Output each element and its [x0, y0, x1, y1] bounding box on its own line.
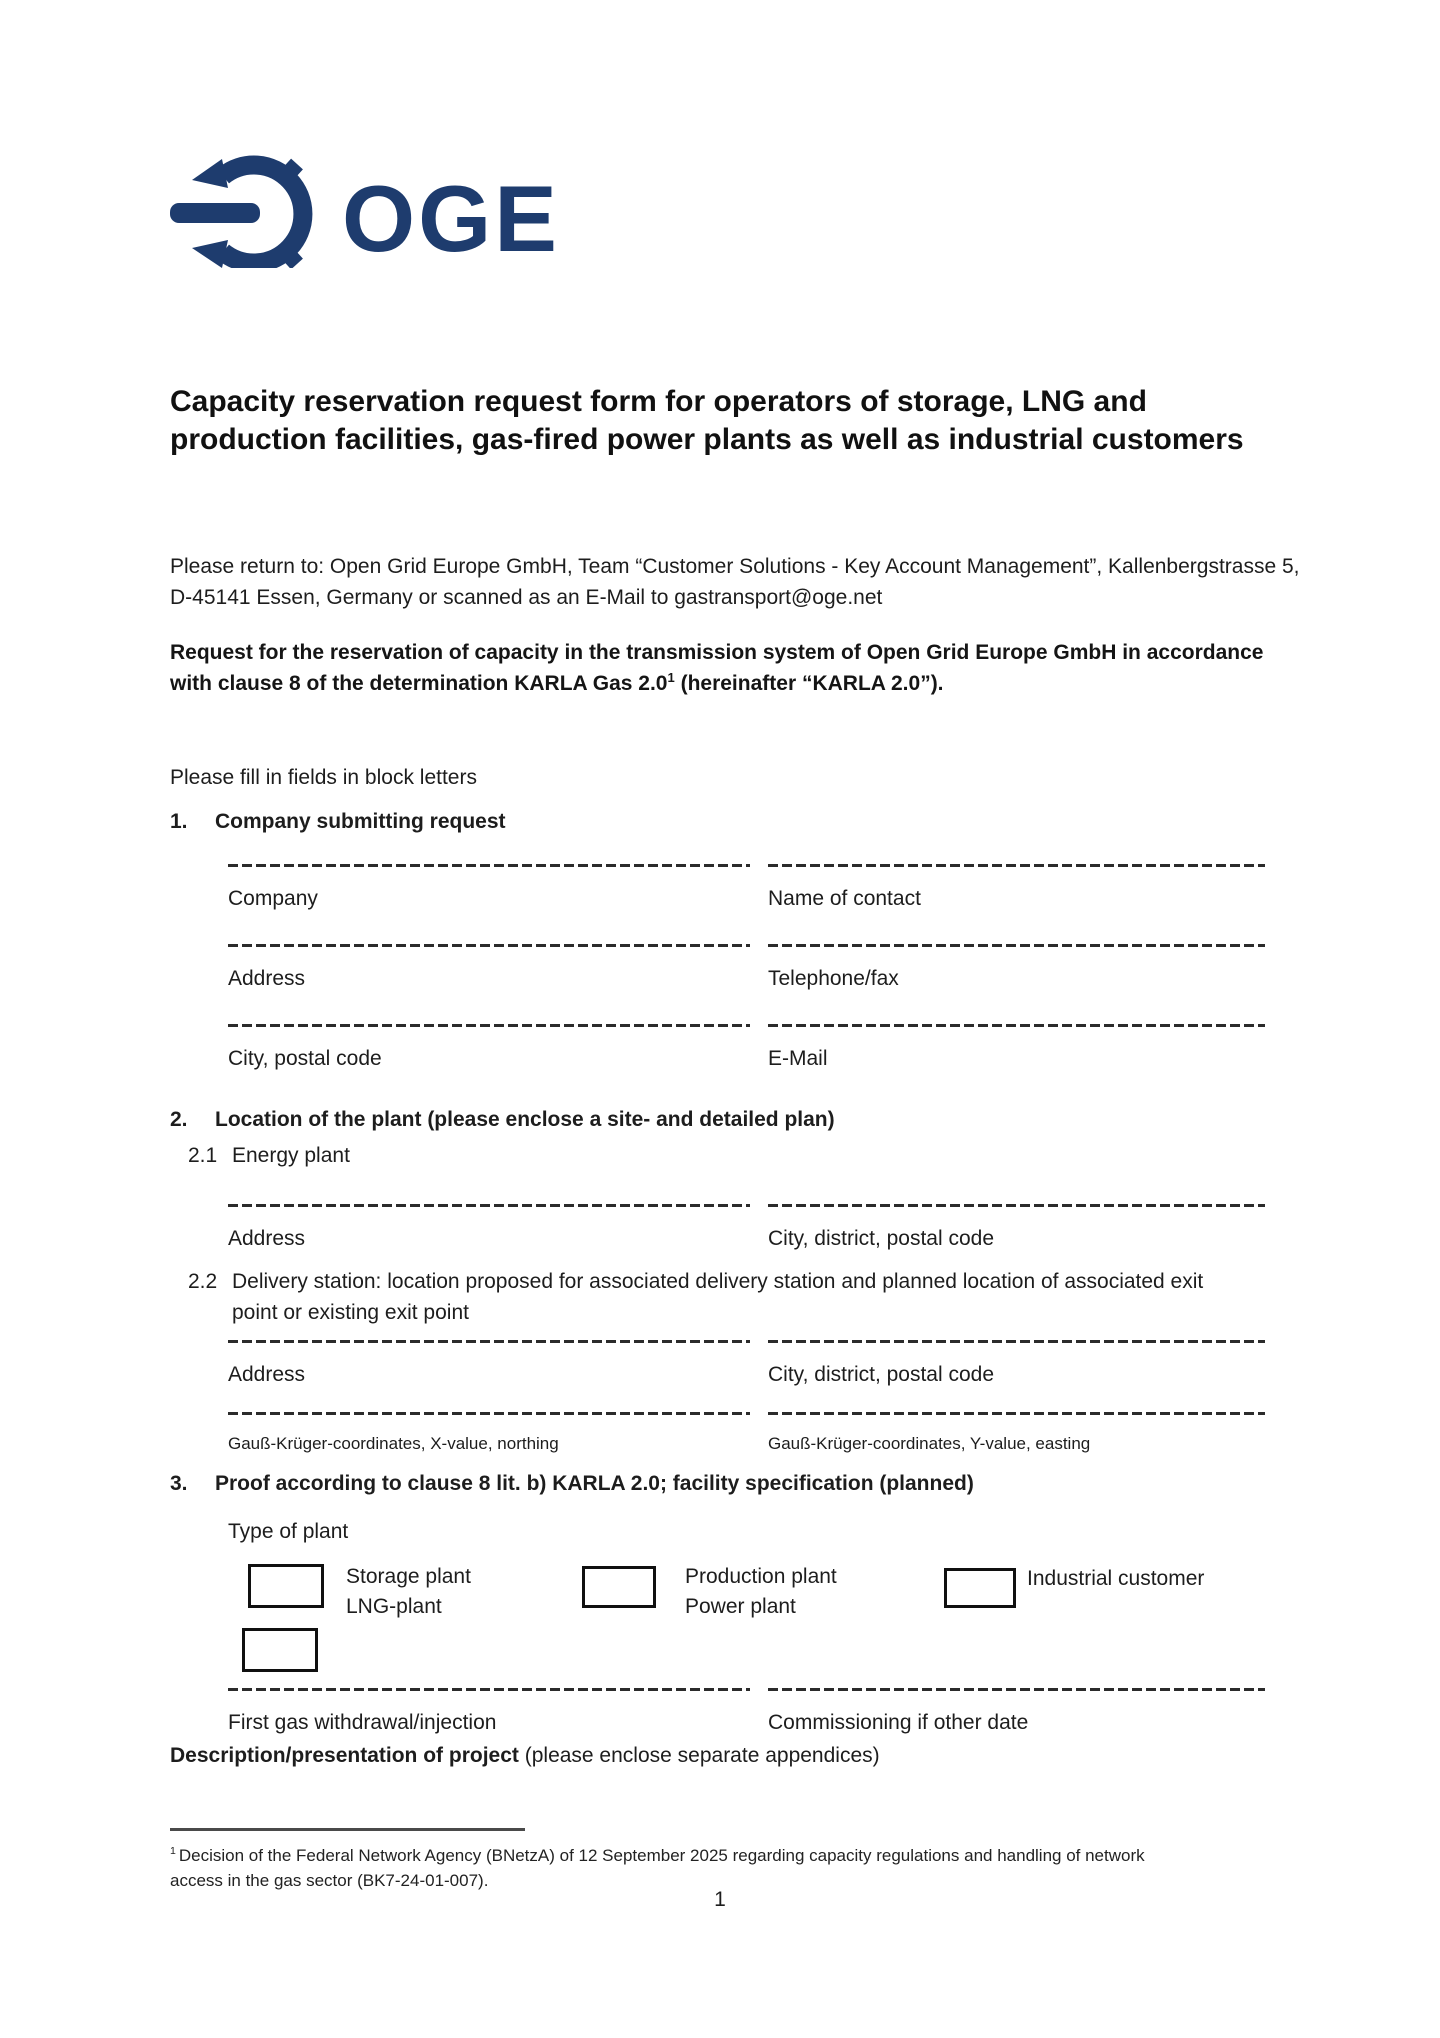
field-telephone-fax: [768, 944, 1265, 994]
field-label-address: Address: [228, 967, 306, 990]
project-description-normal: (please enclose separate appendices): [518, 1744, 880, 1767]
section-2-title: Location of the plant (please enclose a site- and detailed plan): [215, 1108, 835, 1131]
input-line-gk-x-value[interactable]: [228, 1412, 750, 1415]
section-2-2-heading: [188, 1266, 1222, 1328]
field-gk-x-value: [228, 1412, 750, 1455]
input-line-energy-plant-city[interactable]: [768, 1204, 1265, 1207]
input-line-telephone-fax[interactable]: [768, 944, 1265, 947]
field-label-energy-plant-address: Address: [228, 1227, 306, 1250]
section-1-title: Company submitting request: [215, 810, 506, 833]
input-line-company[interactable]: [228, 864, 750, 867]
input-line-delivery-station-city[interactable]: [768, 1340, 1265, 1343]
project-description-heading: [170, 1740, 880, 1771]
field-address: [228, 944, 750, 994]
input-line-commissioning[interactable]: [768, 1688, 1265, 1691]
field-label-delivery-station-address: Address: [228, 1363, 306, 1386]
section-2-number: 2.: [170, 1108, 188, 1131]
checkbox-lng-plant[interactable]: [242, 1628, 318, 1672]
checkbox-label-industrial-customer: Industrial customer: [1027, 1567, 1205, 1590]
block-letters-note: Please fill in fields in block letters: [170, 766, 477, 789]
field-label-gk-x-value: Gauß-Krüger-coordinates, X-value, northing: [228, 1434, 559, 1453]
return-instructions: [170, 551, 1300, 613]
input-line-email[interactable]: [768, 1024, 1265, 1027]
form-row-city-email: [228, 1024, 1265, 1074]
checkbox-industrial-customer[interactable]: [944, 1568, 1016, 1608]
field-delivery-station-address: [228, 1340, 750, 1390]
form-row-company-contact: [228, 864, 1265, 914]
field-name-of-contact: [768, 864, 1265, 914]
return-instructions-text: Please return to: Open Grid Europe GmbH, Team “Customer Solutions - Key Account Management”, Kallenbergstrasse 5, D-45141 Essen, Germany or scanned as an E-Mail to gastransport@oge.net: [170, 555, 1300, 609]
footnote-number: 1: [170, 1845, 176, 1858]
field-label-commissioning: Commissioning if other date: [768, 1711, 1029, 1734]
request-footnote-ref: 1: [667, 670, 675, 685]
field-label-first-gas: First gas withdrawal/injection: [228, 1711, 497, 1734]
section-2-2-text: Delivery station: location proposed for associated delivery station and planned location of associated exit point or existing exit point: [232, 1270, 1204, 1324]
type-of-plant-label: Type of plant: [228, 1520, 349, 1543]
field-label-delivery-station-city: City, district, postal code: [768, 1363, 995, 1386]
section-2-1-text: Energy plant: [232, 1144, 350, 1167]
oge-logo-svg: [170, 150, 600, 268]
field-label-company: Company: [228, 887, 318, 910]
field-label-telephone-fax: Telephone/fax: [768, 967, 899, 990]
form-row-energy-plant-location: [228, 1204, 1265, 1254]
checkbox-label-production-plant: Production plant: [685, 1565, 837, 1588]
form-row-delivery-station-location: [228, 1340, 1265, 1390]
checkbox-label-storage-plant: Storage plant: [346, 1565, 471, 1588]
field-label-city-postal-code: City, postal code: [228, 1047, 382, 1070]
section-2-1-heading: [188, 1140, 1222, 1171]
field-gk-y-value: [768, 1412, 1265, 1455]
oge-logo: [170, 150, 600, 277]
field-label-gk-y-value: Gauß-Krüger-coordinates, Y-value, easting: [768, 1434, 1091, 1453]
input-line-delivery-station-address[interactable]: [228, 1340, 750, 1343]
form-row-dates: [228, 1688, 1265, 1738]
field-first-gas: [228, 1688, 750, 1738]
field-company: [228, 864, 750, 914]
section-1-number: 1.: [170, 810, 188, 833]
oge-logo-text: OGE: [342, 166, 560, 268]
field-energy-plant-city: [768, 1204, 1265, 1254]
section-3-title: Proof according to clause 8 lit. b) KARLA 2.0; facility specification (planned): [215, 1472, 974, 1495]
input-line-city-postal-code[interactable]: [228, 1024, 750, 1027]
checkbox-label-power-plant: Power plant: [685, 1595, 796, 1618]
document-title: Capacity reservation request form for operators of storage, LNG and production facilities, gas-fired power plants as well as industrial customers: [170, 385, 1244, 456]
input-line-name-of-contact[interactable]: [768, 864, 1265, 867]
section-2-2-number: 2.2: [188, 1270, 218, 1293]
checkbox-label-lng-plant: LNG-plant: [346, 1595, 442, 1618]
form-row-address-telephone: [228, 944, 1265, 994]
oge-logo-icon: [170, 159, 303, 268]
checkbox-production-power-plant[interactable]: [582, 1566, 656, 1608]
field-energy-plant-address: [228, 1204, 750, 1254]
input-line-energy-plant-address[interactable]: [228, 1204, 750, 1207]
footnote-rule: [170, 1828, 525, 1831]
field-label-email: E-Mail: [768, 1047, 828, 1070]
field-delivery-station-city: [768, 1340, 1265, 1390]
project-description-bold: Description/presentation of project: [170, 1744, 519, 1767]
request-statement: [170, 637, 1290, 699]
section-2-heading: [170, 1104, 835, 1135]
field-label-name-of-contact: Name of contact: [768, 887, 921, 910]
request-statement-post: (hereinafter “KARLA 2.0”).: [674, 672, 944, 695]
field-label-energy-plant-city: City, district, postal code: [768, 1227, 995, 1250]
input-line-address[interactable]: [228, 944, 750, 947]
checkbox-labels-col3: [1027, 1564, 1204, 1594]
field-city-postal-code: [228, 1024, 750, 1074]
footnote-text: Decision of the Federal Network Agency (BNetzA) of 12 September 2025 regarding capacity regulations and handling of network access in the gas sector (BK7-24-01-007).: [170, 1846, 1145, 1890]
plant-type-checkbox-group: [248, 1556, 1328, 1684]
input-line-first-gas[interactable]: [228, 1688, 750, 1691]
form-row-gk-coordinates: [228, 1412, 1265, 1455]
field-email: [768, 1024, 1265, 1074]
field-commissioning: [768, 1688, 1265, 1738]
section-1-heading: [170, 806, 506, 837]
request-statement-pre: Request for the reservation of capacity in the transmission system of Open Grid Europe GmbH in accordance with clause 8 of the determination KARLA Gas 2.0: [170, 641, 1264, 695]
section-2-1-number: 2.1: [188, 1144, 218, 1167]
section-3-number: 3.: [170, 1472, 188, 1495]
checkbox-storage-plant[interactable]: [248, 1564, 324, 1608]
section-3-heading: [170, 1468, 974, 1499]
input-line-gk-y-value[interactable]: [768, 1412, 1265, 1415]
checkbox-labels-col2: [685, 1562, 837, 1622]
checkbox-labels-col1: [346, 1562, 471, 1622]
page-number: 1: [714, 1888, 726, 1911]
